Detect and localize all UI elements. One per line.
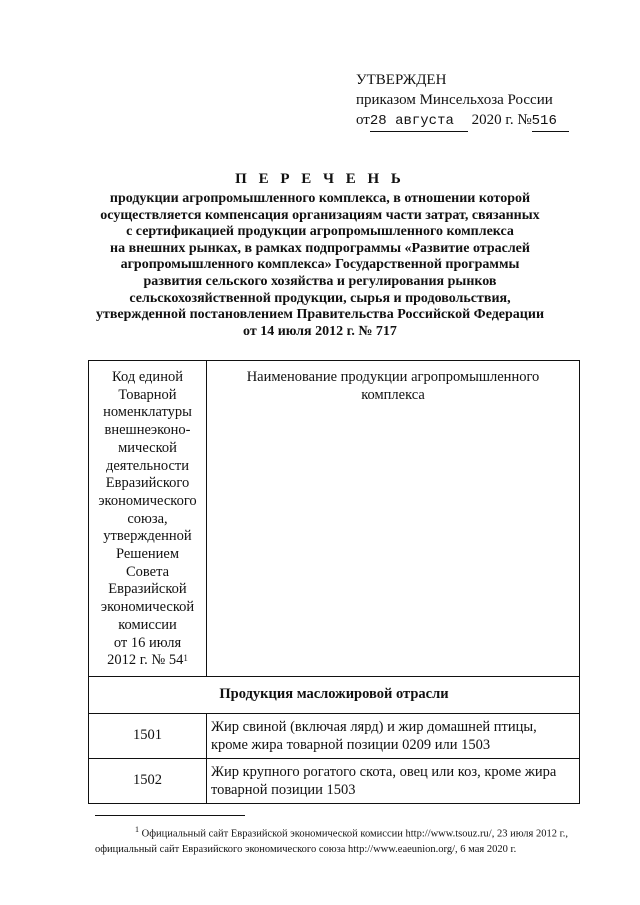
footnote-marker: 1 [135,825,139,834]
subtitle-line: утвержденной постановлением Правительства Российской Федерации [95,307,545,323]
header-code-line: Товарной [118,386,177,403]
header-code-line: экономического [98,492,197,509]
header-code-line: утвержденной [103,528,192,545]
footnote-line [95,822,585,842]
row-code: 1502 [89,758,207,803]
table-row [89,758,580,803]
row-name: Жир свиной (включая лярд) и жир домашней птицы, кроме жира товарной позиции 0209 или 1503 [207,713,580,758]
row-code: 1501 [89,713,207,758]
products-table [88,360,580,804]
approval-heading: УТВЕРЖДЕН [356,72,447,88]
header-code-line: Совета [125,563,170,580]
header-code-line: мической [118,439,177,456]
date-prefix: от [356,112,370,128]
header-code-line: Евразийской [108,581,187,598]
date-handwritten: 28 августа [370,111,468,132]
section-title: Продукция масложировой отрасли [89,676,580,713]
subtitle-line: осуществляется компенсация организациям части затрат, связанных [100,207,540,223]
footnote-line: официальный сайт Евразийского экономического союза http://www.eaeunion.org/, 6 мая 2020 г. [95,843,517,855]
table-row [89,713,580,758]
subtitle-line: агропромышленного комплекса» Государственной программы [120,257,520,273]
date-year: 2020 г. [467,112,518,128]
number-prefix: № [517,112,532,128]
header-code-line: Евразийского [105,475,190,492]
header-code-line: Решением [115,546,180,563]
subtitle-line: развития сельского хозяйства и регулирования рынков [143,273,497,289]
table-header-row [89,361,580,677]
section-row [89,676,580,713]
subtitle-line: продукции агропромышленного комплекса, в отношении которой [109,191,531,206]
header-name-line: комплекса [361,386,425,403]
header-code-line: номенклатуры [103,404,192,421]
header-code-line: деятельности [105,457,189,474]
footnote-text: Официальный сайт Евразийской экономической комиссии http://www.tsouz.ru/, 23 июля 2012 г., [139,828,568,840]
header-code-line [91,652,204,670]
header-code-line: Код единой [112,369,183,385]
subtitle-line: с сертификацией продукции агропромышленного комплекса [126,224,514,240]
header-code-last: 2012 г. № 54 [107,652,184,669]
footnote-divider [95,815,245,816]
approval-date-line [356,110,569,132]
subtitle-line: от 14 июля 2012 г. № 717 [243,323,397,339]
header-code-line: комиссии [118,616,177,633]
document-title: П Е Р Е Ч Е Н Ь [235,171,405,187]
approval-block [356,70,569,132]
header-name-line: Наименование продукции агропромышленного [246,369,540,385]
approval-order-line: приказом Минсельхоза России [356,92,553,108]
row-name: Жир крупного рогатого скота, овец или коз, кроме жира товарной позиции 1503 [207,758,580,803]
number-handwritten: 516 [532,111,569,132]
footnote [95,822,585,857]
subtitle-line: сельскохозяйственной продукции, сырья и продовольствия, [129,290,511,306]
subtitle-line: на внешних рынках, в рамках подпрограммы «Развитие отраслей [110,240,530,256]
footnote-ref: 1 [183,653,188,664]
header-code-line: от 16 июля [113,634,182,651]
header-code-line: экономической [100,599,195,616]
header-code-line: внешнеэконо- [104,422,191,439]
document-subtitle [60,191,580,340]
header-code-cell [89,361,207,677]
header-code-line: союза, [127,510,168,527]
header-name-cell [207,361,580,677]
